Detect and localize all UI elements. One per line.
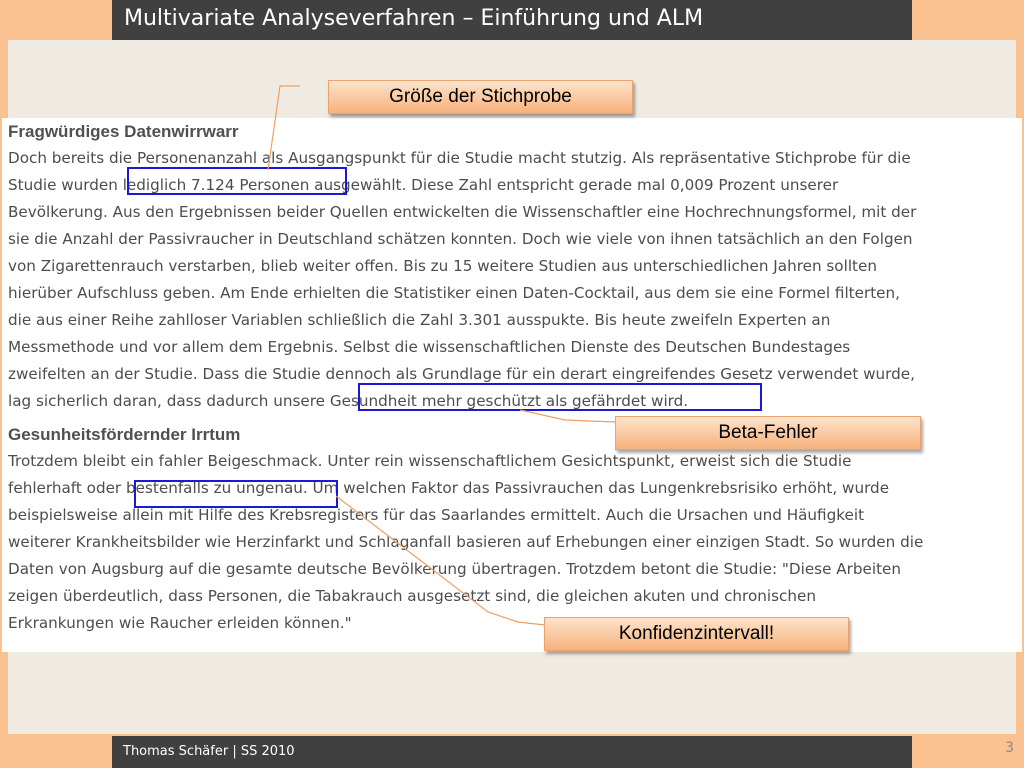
annotation-confidence-interval: Konfidenzintervall! xyxy=(544,617,849,651)
article-line: zweifelten an der Studie. Dass die Studie dennoch als Grundlage für ein derart eingreifendes Gesetz verwendet wurde, xyxy=(8,365,915,383)
slide-footer xyxy=(112,736,912,768)
article-line: fehlerhaft oder bestenfalls zu ungenau. Um welchen Faktor das Passivrauchen das Lungenkrebsrisiko erhöht, wurde xyxy=(8,479,890,497)
slide-title: Multivariate Analyseverfahren – Einführung und ALM xyxy=(124,6,704,31)
page-number: 3 xyxy=(1005,740,1014,756)
article-line: weiterer Krankheitsbilder wie Herzinfarkt und Schlaganfall basieren auf Erhebungen einer einzigen Stadt. So wurden die xyxy=(8,533,924,551)
annotation-beta-error: Beta-Fehler xyxy=(615,416,921,450)
highlight-sample-size xyxy=(127,167,347,195)
article-line: Studie wurden lediglich 7.124 Personen ausgewählt. Diese Zahl entspricht gerade mal 0,009 Prozent unserer xyxy=(8,176,839,194)
article-line: sie die Anzahl der Passivraucher in Deutschland schätzen konnten. Doch wie viele von ihnen tatsächlich an den Folgen xyxy=(8,230,913,248)
article-line: Bevölkerung. Aus den Ergebnissen beider Quellen entwickelten die Wissenschaftler eine Hochrechnungsformel, mit der xyxy=(8,203,917,221)
article-text xyxy=(8,118,1020,637)
article-line: Messmethode und vor allem dem Ergebnis. Selbst die wissenschaftlichen Dienste des Deutschen Bundestages xyxy=(8,338,851,356)
section-heading-datenwirrwarr: Fragwürdiges Datenwirrwarr xyxy=(8,122,239,141)
article-line: von Zigarettenrauch verstarben, blieb weiter offen. Bis zu 15 weitere Studien aus unterschiedlichen Jahren sollten xyxy=(8,257,877,275)
article-line: Doch bereits die Personenanzahl als Ausgangspunkt für die Studie macht stutzig. Als repräsentative Stichprobe für die xyxy=(8,149,911,167)
footer-author: Thomas Schäfer | SS 2010 xyxy=(123,744,295,759)
slide-header xyxy=(112,0,912,40)
article-line: zeigen überdeutlich, dass Personen, die Tabakrauch ausgesetzt sind, die gleichen akuten und chronischen xyxy=(8,587,816,605)
article-line: Daten von Augsburg auf die gesamte deutsche Bevölkerung übertragen. Trotzdem betont die Studie: "Diese Arbeiten xyxy=(8,560,902,578)
article-line: Erkrankungen wie Raucher erleiden können." xyxy=(8,614,352,632)
highlight-imprecision xyxy=(134,480,338,508)
article-line: lag sicherlich daran, dass dadurch unsere Gesundheit mehr geschützt als gefährdet wird. xyxy=(8,392,689,410)
article-line: hierüber Aufschluss geben. Am Ende erhielten die Statistiker einen Daten-Cocktail, aus dem sie eine Formel filterten, xyxy=(8,284,900,302)
article-line: Trotzdem bleibt ein fahler Beigeschmack. Unter rein wissenschaftlichem Gesichtspunkt, erweist sich die Studie xyxy=(8,452,852,470)
annotation-sample-size: Größe der Stichprobe xyxy=(328,80,633,114)
article-line: die aus einer Reihe zahlloser Variablen schließlich die Zahl 3.301 ausspukte. Bis heute zweifeln Experten an xyxy=(8,311,831,329)
section-heading-irrtum: Gesunheitsfördernder Irrtum xyxy=(8,425,241,444)
highlight-health-claim xyxy=(358,383,762,411)
article-line: beispielsweise allein mit Hilfe des Krebsregisters für das Saarlandes ermittelt. Auch die Ursachen und Häufigkeit xyxy=(8,506,865,524)
